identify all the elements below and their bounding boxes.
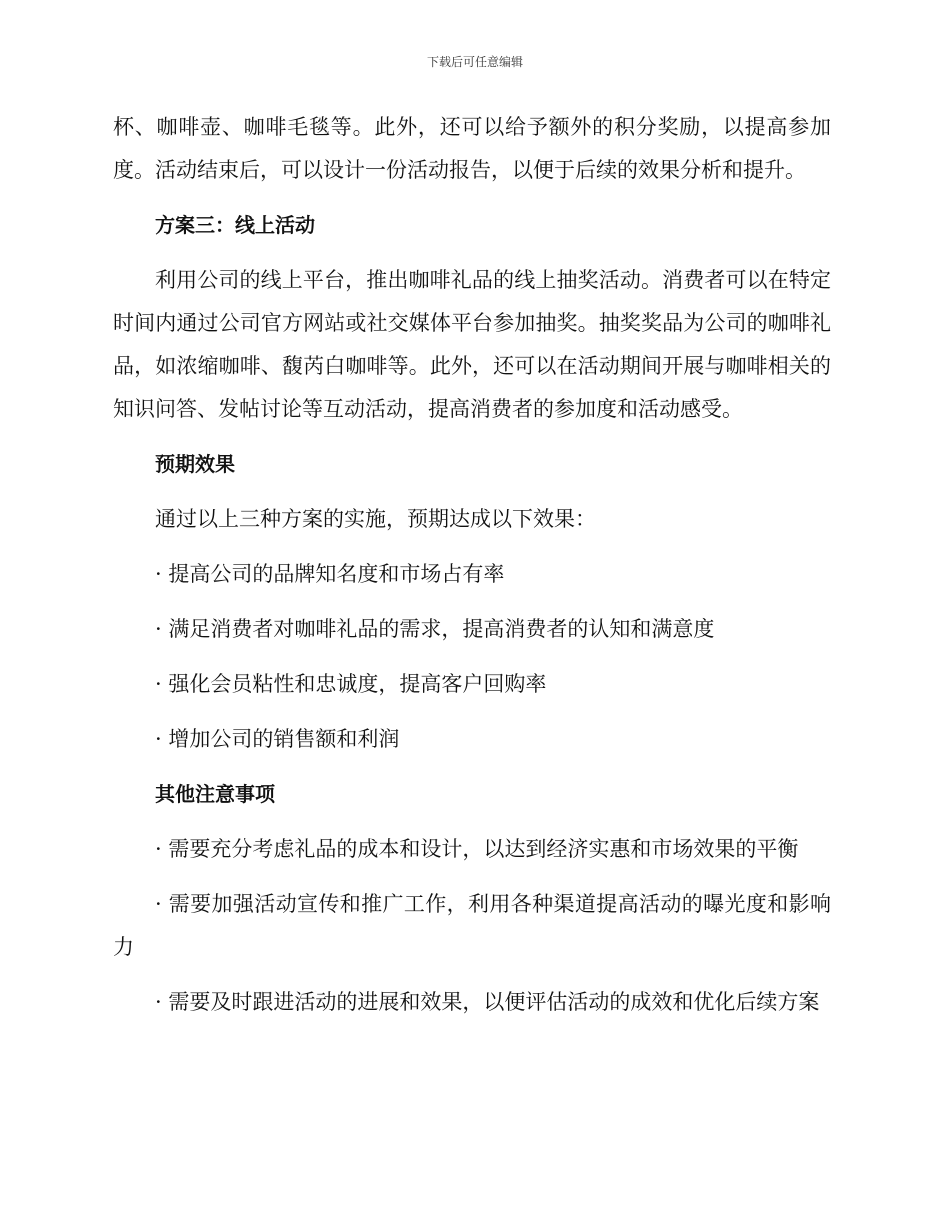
- list-item-effect: · 增加公司的销售额和利润: [155, 727, 400, 751]
- list-item-effect: · 强化会员粘性和忠诚度，提高客户回购率: [155, 672, 547, 696]
- list-item-note: · 需要加强活动宣传和推广工作，利用各种渠道提高活动的曝光度和影响力: [113, 892, 831, 959]
- heading-other-notes: 其他注意事项: [155, 782, 275, 806]
- paragraph-continuation: 杯、咖啡壶、咖啡毛毯等。此外，还可以给予额外的积分奖励，以提高参加度。活动结束后，可以设计一份活动报告，以便于后续的效果分析和提升。: [113, 115, 831, 182]
- list-item-note: · 需要充分考虑礼品的成本和设计，以达到经济实惠和市场效果的平衡: [155, 837, 799, 861]
- document-body: [113, 106, 831, 1036]
- paragraph-plan-three: 利用公司的线上平台，推出咖啡礼品的线上抽奖活动。消费者可以在特定时间内通过公司官方网站或社交媒体平台参加抽奖。抽奖奖品为公司的咖啡礼品，如浓缩咖啡、馥芮白咖啡等。此外，还可以在活动期间开展与咖啡相关的知识问答、发帖讨论等互动活动，提高消费者的参加度和活动感受。: [113, 268, 831, 421]
- heading-expected-effects: 预期效果: [155, 452, 235, 476]
- heading-plan-three: 方案三：线上活动: [155, 213, 315, 237]
- list-item-effect: · 满足消费者对咖啡礼品的需求，提高消费者的认知和满意度: [155, 617, 715, 641]
- list-item-note: · 需要及时跟进活动的进展和效果，以便评估活动的成效和优化后续方案: [155, 990, 820, 1014]
- page-header: 下载后可任意编辑: [426, 55, 523, 69]
- paragraph-effects-intro: 通过以上三种方案的实施，预期达成以下效果：: [155, 507, 596, 531]
- list-item-effect: · 提高公司的品牌知名度和市场占有率: [155, 562, 505, 586]
